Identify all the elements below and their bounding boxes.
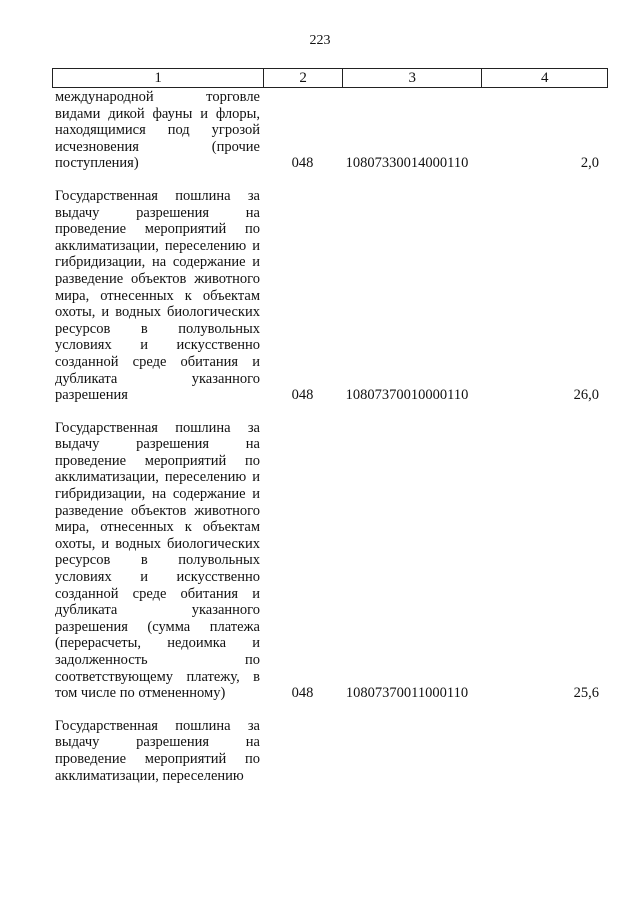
row-kbk-code: 10807370011000110 xyxy=(345,685,469,702)
column-header-3: 3 xyxy=(343,69,483,87)
row-description: Государственная пошлина за выдачу разрешения на проведение мероприятий по акклиматизации, переселению xyxy=(55,717,260,784)
table-body xyxy=(55,89,603,784)
row-description: Государственная пошлина за выдачу разрешения на проведение мероприятий по акклиматизации, переселению и гибридизации, на содержание и разведение объектов животного мира, отнесенных к объектам охоты, и водных биологических ресурсов в полувольных условиях и искусственно созданной среде обитания и дубликата указанного разрешения (сумма платежа (перерасчеты, недоимка и задолженность по соответствующему платежу, в том числе по отмененному) xyxy=(55,419,260,702)
row-kbk-code: 10807370010000110 xyxy=(345,387,469,404)
row-kbk-code: 10807330014000110 xyxy=(345,155,469,172)
row-admin-code: 048 xyxy=(291,155,314,172)
row-amount: 26,0 xyxy=(573,387,599,404)
row-description: Государственная пошлина за выдачу разрешения на проведение мероприятий по акклиматизации, переселению и гибридизации, на содержание и разведение объектов животного мира, отнесенных к объектам охоты, и водных биологических ресурсов в полувольных условиях и искусственно созданной среде обитания и дубликата указанного разрешения xyxy=(55,187,260,404)
table-header xyxy=(52,68,608,88)
column-header-4: 4 xyxy=(540,70,549,86)
row-admin-code: 048 xyxy=(291,387,314,404)
table-row xyxy=(55,188,603,404)
table-row xyxy=(55,89,603,172)
column-header-2: 2 xyxy=(264,69,343,87)
table-row xyxy=(55,420,603,702)
row-description: международной торговле видами дикой фауны и флоры, находящимися под угрозой исчезновения (прочие поступления) xyxy=(55,89,260,172)
row-amount: 2,0 xyxy=(580,155,599,172)
column-header-1: 1 xyxy=(53,69,264,87)
row-amount: 25,6 xyxy=(573,685,599,702)
table-row xyxy=(55,718,603,784)
row-admin-code: 048 xyxy=(291,685,314,702)
page-number: 223 xyxy=(309,33,331,48)
